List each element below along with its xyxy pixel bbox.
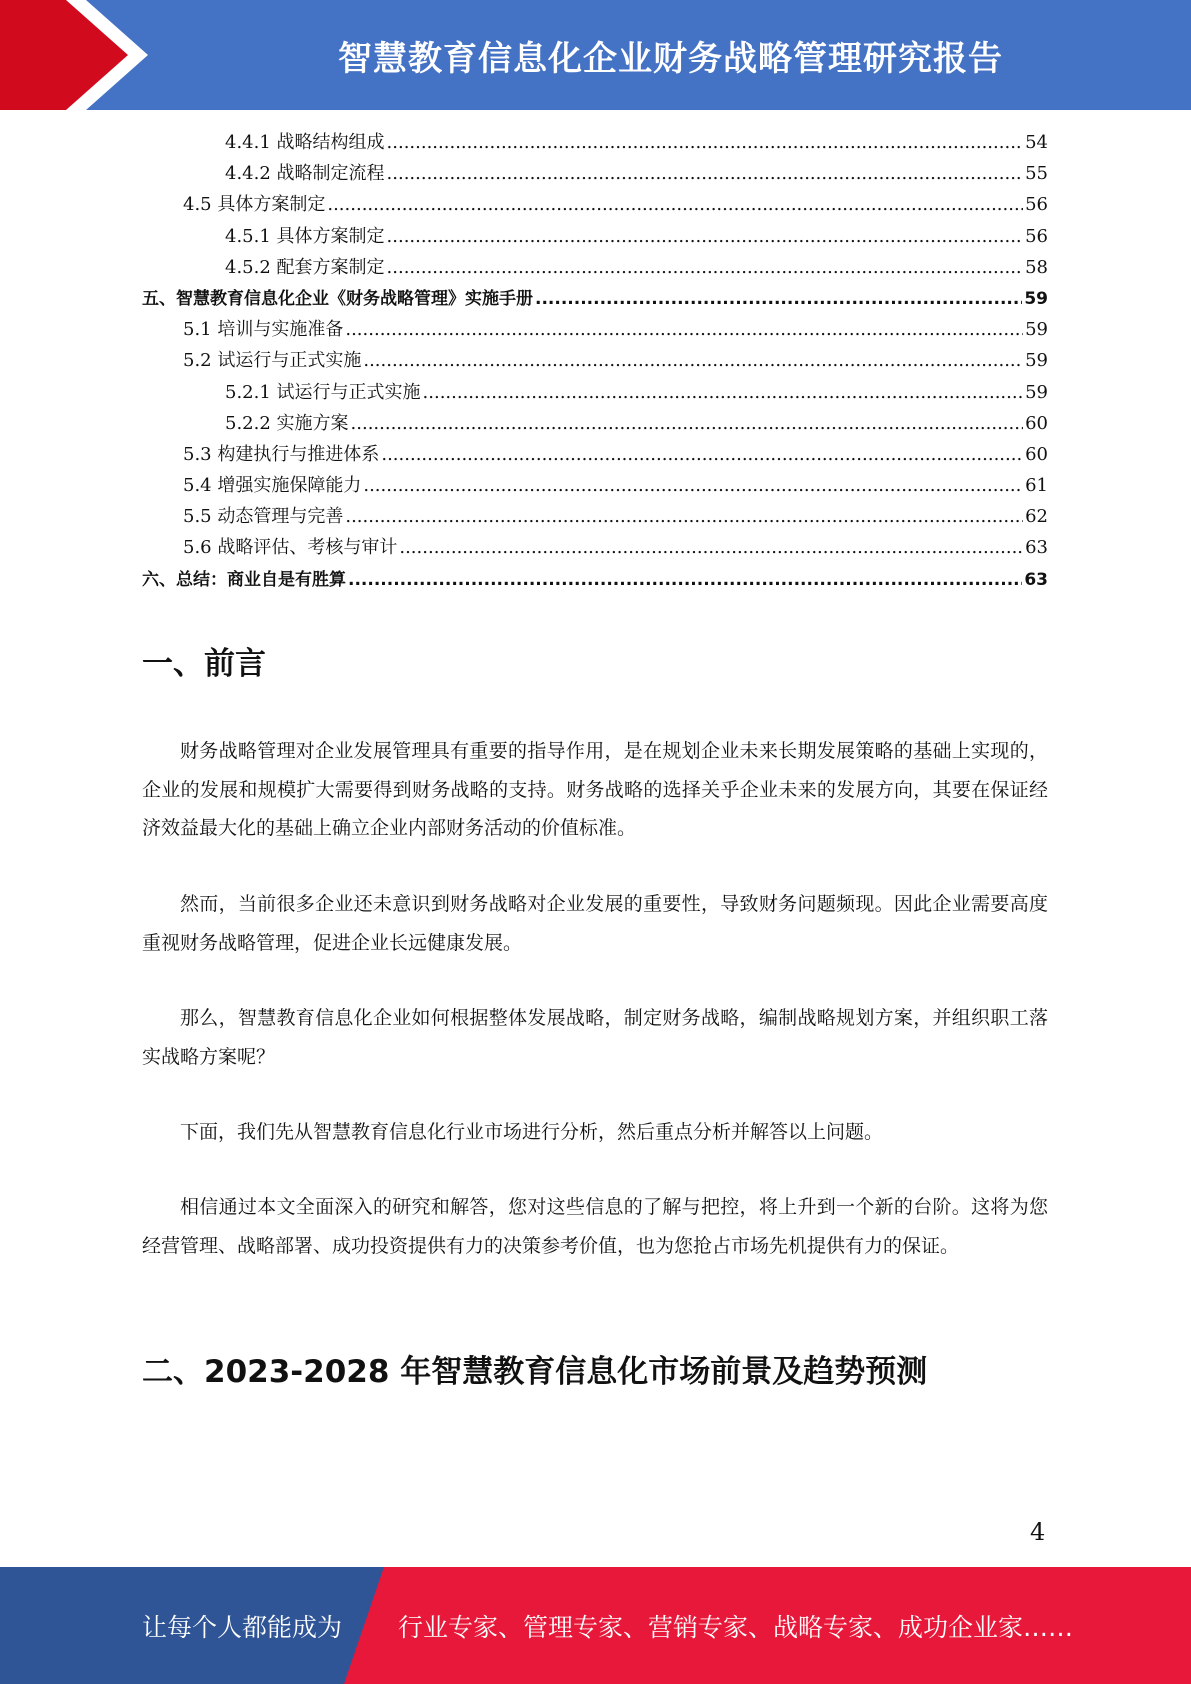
paragraph: 然而，当前很多企业还未意识到财务战略对企业发展的重要性，导致财务问题频现。因此企业需要高度重视财务战略管理，促进企业长远健康发展。 bbox=[142, 893, 1048, 954]
toc-entry-page: 59 bbox=[1025, 381, 1048, 403]
toc-entry-label: 4.4.2 战略制定流程 bbox=[225, 163, 385, 185]
toc-leader-dots bbox=[345, 319, 1023, 340]
toc-leader-dots bbox=[387, 163, 1024, 184]
toc-entry[interactable] bbox=[142, 128, 1048, 159]
paragraph: 下面，我们先从智慧教育信息化行业市场进行分析，然后重点分析并解答以上问题。 bbox=[180, 1121, 884, 1143]
toc-leader-dots bbox=[423, 382, 1024, 403]
toc-entry-label: 六、总结：商业自是有胜算 bbox=[142, 569, 346, 590]
toc-entry[interactable] bbox=[142, 565, 1048, 596]
toc-entry-page: 59 bbox=[1024, 288, 1048, 309]
toc-entry-label: 5.3 构建执行与推进体系 bbox=[183, 443, 380, 465]
paragraph: 财务战略管理对企业发展管理具有重要的指导作用，是在规划企业未来长期发展策略的基础上实现的，企业的发展和规模扩大需要得到财务战略的支持。财务战略的选择关乎企业未来的发展方向，其要在保证经济效益最大化的基础上确立企业内部财务活动的价值标准。 bbox=[142, 740, 1048, 839]
toc-entry[interactable] bbox=[142, 284, 1048, 315]
toc-entry-page: 59 bbox=[1025, 350, 1048, 372]
toc-entry-page: 58 bbox=[1025, 256, 1048, 278]
toc-entry-page: 63 bbox=[1025, 537, 1048, 559]
footer-slogan-left: 让每个人都能成为 bbox=[142, 1612, 343, 1642]
toc-entry[interactable] bbox=[142, 315, 1048, 346]
toc-entry-label: 4.4.1 战略结构组成 bbox=[225, 132, 385, 153]
toc-entry[interactable] bbox=[142, 253, 1048, 284]
toc-entry-label: 5.2.2 实施方案 bbox=[225, 412, 349, 434]
toc-leader-dots bbox=[327, 194, 1023, 215]
toc-entry-page: 60 bbox=[1025, 443, 1048, 465]
toc-leader-dots bbox=[363, 350, 1023, 371]
toc-entry-label: 5.4 增强实施保障能力 bbox=[183, 475, 362, 497]
page-header bbox=[0, 0, 1191, 110]
toc-entry[interactable] bbox=[142, 222, 1048, 253]
toc-entry[interactable] bbox=[142, 159, 1048, 190]
footer-slogan-right: 行业专家、管理专家、营销专家、战略专家、成功企业家…… bbox=[398, 1612, 1074, 1642]
toc-entry-page: 63 bbox=[1024, 569, 1048, 590]
toc-entry[interactable] bbox=[142, 378, 1048, 409]
table-of-contents bbox=[142, 128, 1048, 596]
toc-leader-dots bbox=[399, 537, 1023, 558]
toc-entry-page: 56 bbox=[1025, 194, 1048, 216]
toc-entry[interactable] bbox=[142, 440, 1048, 471]
toc-entry-page: 60 bbox=[1025, 412, 1048, 434]
toc-entry-label: 5.2.1 试运行与正式实施 bbox=[225, 381, 421, 403]
toc-leader-dots bbox=[387, 257, 1024, 278]
section-heading-preface: 一、前言 bbox=[142, 646, 266, 682]
toc-entry-page: 54 bbox=[1025, 132, 1048, 153]
page-footer bbox=[0, 1567, 1191, 1684]
toc-entry-label: 五、智慧教育信息化企业《财务战略管理》实施手册 bbox=[142, 288, 533, 309]
toc-entry[interactable] bbox=[142, 409, 1048, 440]
toc-entry-page: 62 bbox=[1025, 506, 1048, 528]
page-number: 4 bbox=[1030, 1518, 1046, 1546]
toc-entry-label: 5.5 动态管理与完善 bbox=[183, 506, 344, 528]
toc-entry-label: 4.5.2 配套方案制定 bbox=[225, 256, 385, 278]
toc-entry-page: 56 bbox=[1025, 225, 1048, 247]
toc-entry-label: 4.5.1 具体方案制定 bbox=[225, 225, 385, 247]
toc-entry-label: 5.2 试运行与正式实施 bbox=[183, 350, 362, 372]
toc-entry[interactable] bbox=[142, 502, 1048, 533]
toc-entry-label: 4.5 具体方案制定 bbox=[183, 194, 326, 216]
toc-leader-dots bbox=[345, 506, 1023, 527]
toc-entry-label: 5.6 战略评估、考核与审计 bbox=[183, 537, 398, 559]
toc-leader-dots bbox=[387, 132, 1024, 153]
toc-leader-dots bbox=[351, 413, 1024, 434]
toc-leader-dots bbox=[535, 289, 1022, 309]
header-title: 智慧教育信息化企业财务战略管理研究报告 bbox=[338, 38, 1003, 79]
toc-leader-dots bbox=[363, 475, 1023, 496]
toc-entry[interactable] bbox=[142, 346, 1048, 377]
paragraph: 那么，智慧教育信息化企业如何根据整体发展战略，制定财务战略，编制战略规划方案，并组织职工落实战略方案呢？ bbox=[142, 1007, 1048, 1068]
toc-entry-label: 5.1 培训与实施准备 bbox=[183, 319, 344, 341]
paragraph: 相信通过本文全面深入的研究和解答，您对这些信息的了解与把控，将上升到一个新的台阶。这将为您经营管理、战略部署、成功投资提供有力的决策参考价值，也为您抢占市场先机提供有力的保证。 bbox=[142, 1196, 1048, 1257]
toc-leader-dots bbox=[381, 444, 1023, 465]
toc-leader-dots bbox=[387, 226, 1024, 247]
toc-leader-dots bbox=[348, 570, 1022, 590]
toc-entry[interactable] bbox=[142, 190, 1048, 221]
toc-entry[interactable] bbox=[142, 471, 1048, 502]
header-chevron-decoration bbox=[0, 0, 160, 110]
section-heading-market-outlook: 二、2023-2028 年智慧教育信息化市场前景及趋势预测 bbox=[142, 1354, 928, 1390]
toc-entry-page: 55 bbox=[1025, 163, 1048, 185]
toc-entry-page: 59 bbox=[1025, 319, 1048, 341]
toc-entry[interactable] bbox=[142, 533, 1048, 564]
toc-entry-page: 61 bbox=[1025, 475, 1048, 497]
